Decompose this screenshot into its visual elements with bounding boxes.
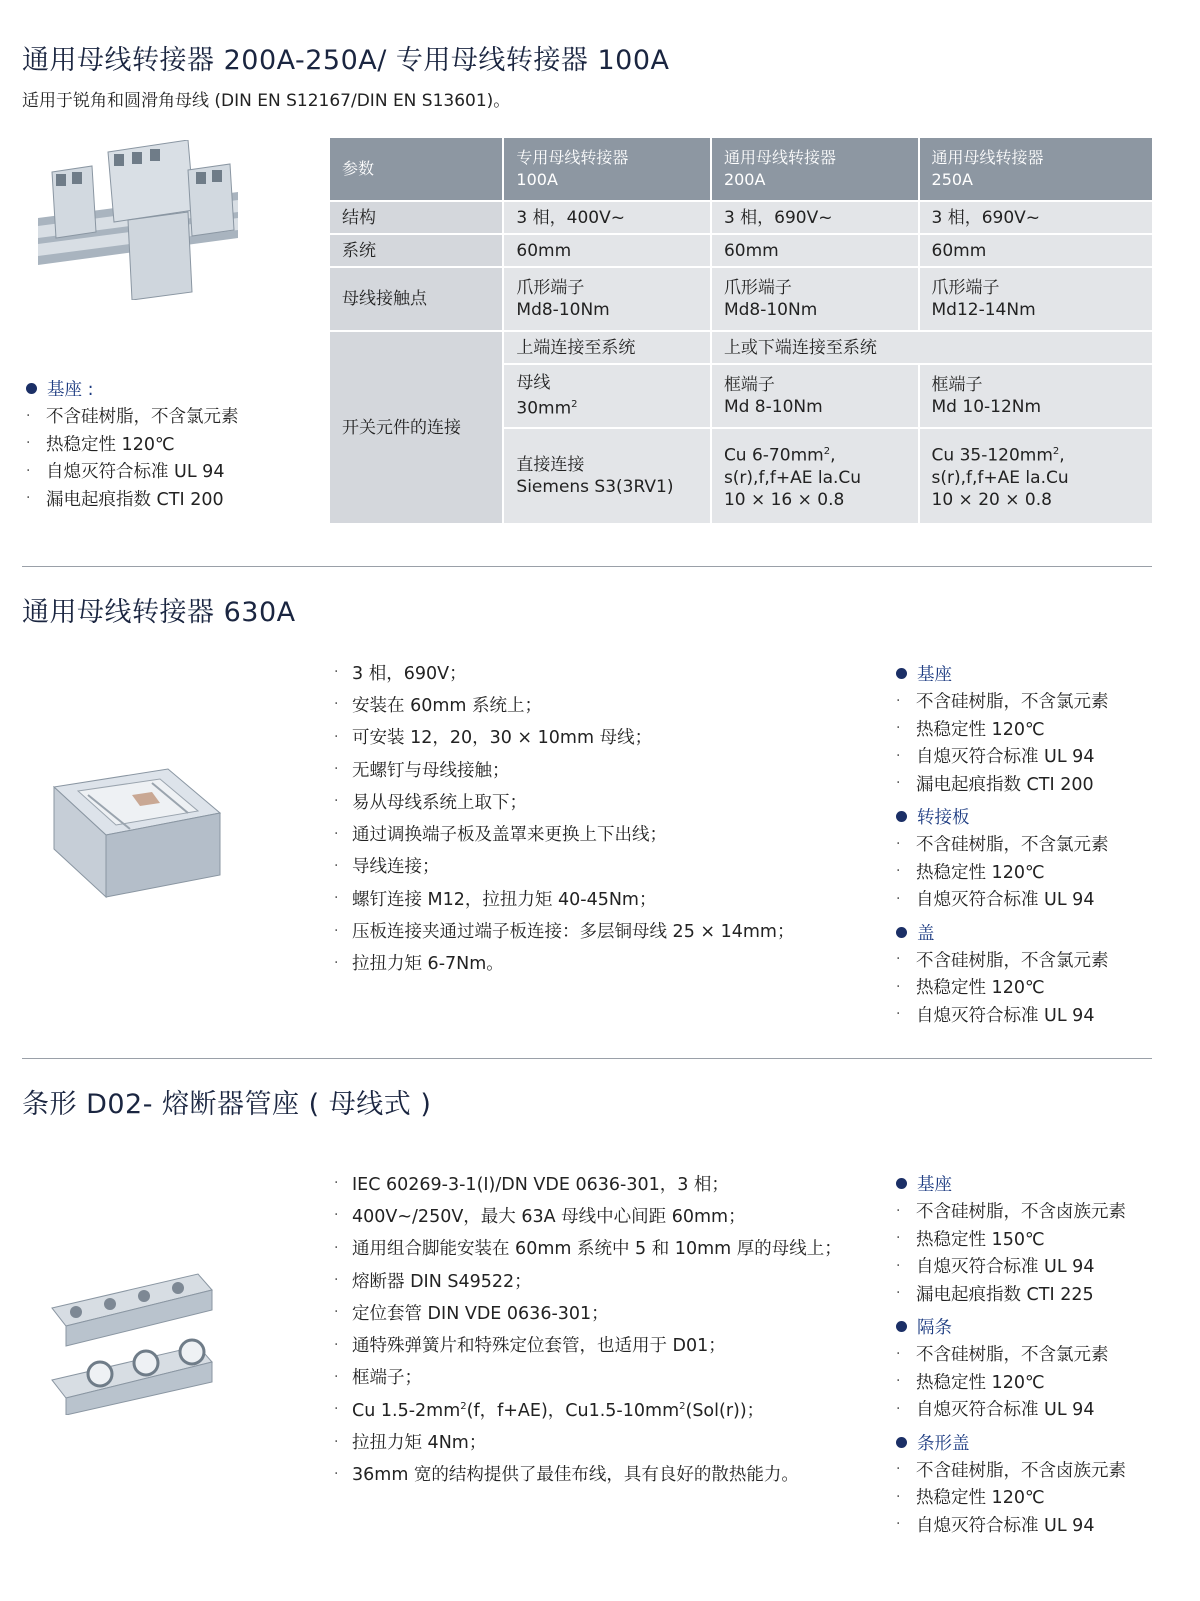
feature-item: IEC 60269-3-1(I)/DN VDE 0636-301，3 相； [352,1174,729,1195]
table-cell: 60mm [919,234,1153,267]
feature-item: 框端子； [352,1368,422,1389]
feature-item: 通特殊弹簧片和特殊定位套管，也适用于 D01； [352,1336,726,1357]
group-item: 漏电起痕指数 CTI 225 [916,1284,1094,1305]
feature-item: 通用组合脚能安装在 60mm 系统中 5 和 10mm 厚的母线上； [352,1239,842,1260]
group-item: 热稳定性 120℃ [916,719,1045,740]
section2-title: 通用母线转接器 630A [22,597,296,628]
row-label-contact: 母线接触点 [329,267,503,331]
table-row [329,201,1153,234]
table-cell: 60mm [503,234,711,267]
bullet-dot [26,383,37,394]
group-item: 不含硅树脂，不含氯元素 [916,692,1109,713]
feature-item: 通过调换端子板及盖罩来更换上下出线； [352,825,667,846]
table-row [329,234,1153,267]
header-col3: 通用母线转接器 250A [919,137,1153,201]
group-item: 自熄灭符合标准 UL 94 [916,1515,1095,1536]
feature-item: 拉扭力矩 6-7Nm。 [352,954,504,975]
section2-material-groups: 基座 · 不含硅树脂，不含氯元素 · 热稳定性 120℃ · 自熄灭符合标准 UL 94 · 漏电起痕指数 CTI 200 转接板 · 不含硅树脂，不含氯元素 · 热稳定性 120℃ · 自熄灭符合标准 UL 94 盖 · 不含硅树脂，不含氯元素 · 热稳定性 120℃ · 自熄灭符合标准 UL 94 [896,660,1109,1028]
base-feature-item: 热稳定性 120℃ [46,434,175,455]
header-col2: 通用母线转接器 200A [711,137,919,201]
group-item: 不含硅树脂，不含卤族元素 [916,1202,1126,1223]
table-cell: Cu $6-70mm^2$, s(r),f,f+AE la.Cu 10 × 16 × 0.8 [711,428,919,524]
group-item: 热稳定性 150℃ [916,1229,1045,1250]
feature-item: 无螺钉与母线接触； [352,760,510,781]
table-cell: 3 相，400V~ [503,201,711,234]
feature-item: 定位套管 DIN VDE 0636-301； [352,1303,609,1324]
group-item: 热稳定性 120℃ [916,862,1045,883]
section3-feature-list: · IEC 60269-3-1(I)/DN VDE 0636-301，3 相； · 400V~/250V，最大 63A 母线中心间距 60mm； · 通用组合脚能安装在 60mm 系统中 5 和 10mm 厚的母线上； · 熔断器 DIN S49522； · 定位套管 DIN VDE 0636-301； · 通特殊弹簧片和特殊定位套管，也适用于 D01； · 框端子； · Cu $1.5-2mm^2(f$，f+AE)，$Cu1.5-10mm^2(Sol(r))$； · 拉扭力矩 4Nm； · 36mm 宽的结构提供了最佳布线，具有良好的散热能力。 [334,1167,842,1490]
table-cell: 60mm [711,234,919,267]
group-title-spacer: 隔条 [917,1318,952,1338]
group-item: 不含硅树脂，不含氯元素 [916,950,1109,971]
table-cell: 爪形端子 Md12-14Nm [919,267,1153,331]
group-item: 热稳定性 120℃ [916,1372,1045,1393]
base-feature-item: 不含硅树脂，不含氯元素 [46,407,239,428]
table-row [329,331,1153,364]
section-divider [22,566,1152,567]
row-label-structure: 结构 [329,201,503,234]
feature-item: 400V~/250V，最大 63A 母线中心间距 60mm； [352,1206,746,1227]
table-cell: 上或下端连接至系统 [711,331,1153,364]
table-cell: 上端连接至系统 [503,331,711,364]
spec-table [328,136,1154,525]
group-item: 自熄灭符合标准 UL 94 [916,890,1095,911]
feature-item: 螺钉连接 M12，拉扭力矩 40-45Nm； [352,889,657,910]
section3-title: 条形 D02- 熔断器管座 ( 母线式 ) [22,1089,432,1120]
feature-item: Cu $1.5-2mm^2(f$，f+AE)，$Cu1.5-10mm^2(Sol(r))$； [352,1400,765,1421]
section3-material-groups: 基座 · 不含硅树脂，不含卤族元素 · 热稳定性 150℃ · 自熄灭符合标准 UL 94 · 漏电起痕指数 CTI 225 隔条 · 不含硅树脂，不含氯元素 · 热稳定性 120℃ · 自熄灭符合标准 UL 94 条形盖 · 不含硅树脂，不含卤族元素 · 热稳定性 120℃ · 自熄灭符合标准 UL 94 [896,1170,1126,1538]
group-item: 漏电起痕指数 CTI 200 [916,774,1094,795]
section-divider [22,1058,1152,1059]
feature-item: 导线连接； [352,857,440,878]
table-row [329,267,1153,331]
table-cell: 爪形端子 Md8-10Nm [503,267,711,331]
table-cell: 框端子 Md 8-10Nm [711,364,919,428]
feature-item: 安装在 60mm 系统上； [352,695,542,716]
group-item: 自熄灭符合标准 UL 94 [916,1400,1095,1421]
group-item: 热稳定性 120℃ [916,1488,1045,1509]
table-cell: 爪形端子 Md8-10Nm [711,267,919,331]
busbar-adapter-200a-image [38,140,238,300]
base-feature-item: 自熄灭符合标准 UL 94 [46,462,225,483]
group-item: 热稳定性 120℃ [916,978,1045,999]
table-cell: Cu $35-120mm^2$, s(r),f,f+AE la.Cu 10 × 20 × 0.8 [919,428,1153,524]
group-title-base: 基座 [917,1175,952,1195]
group-title-cover: 盖 [917,923,935,944]
base-title: 基座 : [47,380,94,400]
group-item: 自熄灭符合标准 UL 94 [916,1005,1095,1026]
group-item: 不含硅树脂，不含卤族元素 [916,1460,1126,1481]
group-item: 不含硅树脂，不含氯元素 [916,1345,1109,1366]
feature-item: 可安装 12，20，30 × 10mm 母线； [352,728,653,749]
row-label-connection: 开关元件的连接 [329,331,503,524]
feature-item: 压板连接夹通过端子板连接：多层铜母线 25 × 14mm； [352,922,795,943]
table-header-row [329,137,1153,201]
table-cell: 直接连接 Siemens S3(3RV1) [503,428,711,524]
table-cell: 框端子 Md 10-12Nm [919,364,1153,428]
group-item: 自熄灭符合标准 UL 94 [916,1257,1095,1278]
feature-item: 36mm 宽的结构提供了最佳布线，具有良好的散热能力。 [352,1465,799,1486]
busbar-adapter-630a-image [48,765,223,905]
base-feature-item: 漏电起痕指数 CTI 200 [46,489,224,510]
header-col1: 专用母线转接器 100A [503,137,711,201]
section1-subtitle: 适用于锐角和圆滑角母线 (DIN EN S12167/DIN EN S13601)。 [22,91,511,111]
group-title-base: 基座 [917,665,952,685]
table-cell: 母线 $30mm^2$ [503,364,711,428]
feature-item: 拉扭力矩 4Nm； [352,1433,487,1454]
table-cell: 3 相，690V~ [919,201,1153,234]
section2-feature-list: · 3 相，690V； · 安装在 60mm 系统上； · 可安装 12，20，30 × 10mm 母线； · 无螺钉与母线接触； · 易从母线系统上取下； · 通过调换端子板及盖罩来更换上下出线； · 导线连接； · 螺钉连接 M12，拉扭力矩 40-45Nm； · 压板连接夹通过端子板连接：多层铜母线 25 × 14mm； · 拉扭力矩 6-7Nm。 [334,656,794,979]
group-title-strip-cover: 条形盖 [917,1433,970,1454]
header-param: 参数 [329,137,503,201]
table-cell: 3 相，690V~ [711,201,919,234]
group-title-adapter-plate: 转接板 [917,808,970,828]
section1-base-features: 基座 : · 不含硅树脂，不含氯元素 · 热稳定性 120℃ · 自熄灭符合标准 UL 94 · 漏电起痕指数 CTI 200 [26,375,239,512]
section1-title: 通用母线转接器 200A-250A/ 专用母线转接器 100A [22,45,670,76]
group-item: 自熄灭符合标准 UL 94 [916,747,1095,768]
group-item: 不含硅树脂，不含氯元素 [916,835,1109,856]
row-label-system: 系统 [329,234,503,267]
feature-item: 3 相，690V； [352,663,467,684]
feature-item: 熔断器 DIN S49522； [352,1271,532,1292]
fuse-base-d02-image [48,1270,228,1415]
feature-item: 易从母线系统上取下； [352,792,527,813]
